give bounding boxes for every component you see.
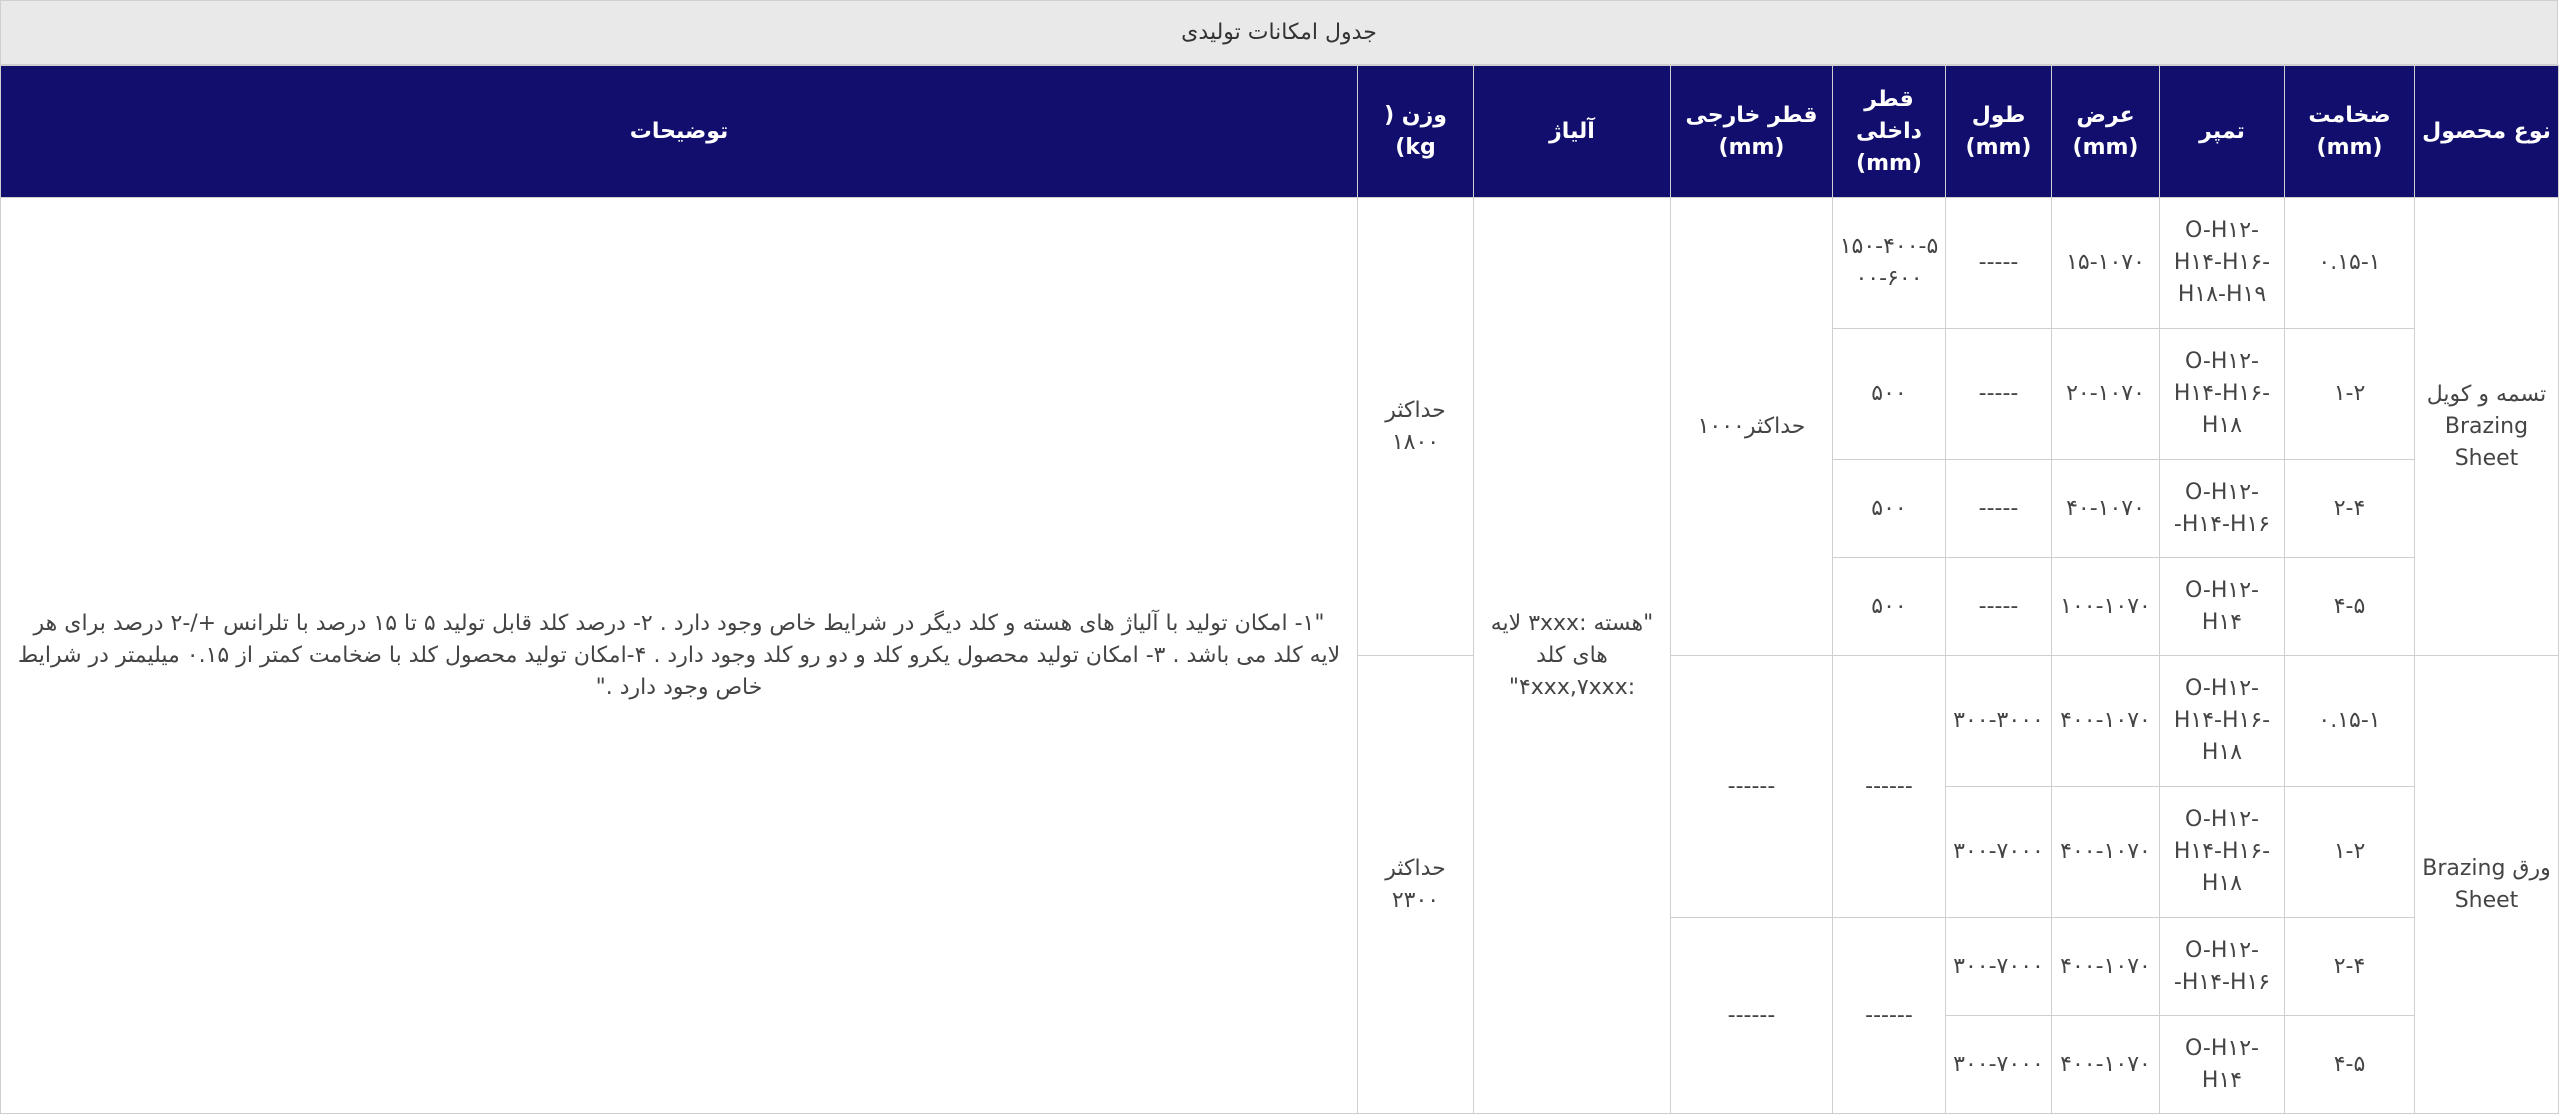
header-notes: توضیحات <box>1 66 1358 198</box>
header-product-type: نوع محصول <box>2415 66 2559 198</box>
width-cell: ۱۵-۱۰۷۰ <box>2052 198 2160 329</box>
sheet-product-type: ورق Brazing Sheet <box>2415 656 2559 1114</box>
sheet-weight: حداکثر ۲۳۰۰ <box>1358 656 1474 1114</box>
thickness-cell: ۲-۴ <box>2285 460 2415 558</box>
header-length: طول (mm) <box>1946 66 2052 198</box>
header-inner-diameter: قطر داخلی (mm) <box>1833 66 1946 198</box>
inner-diameter-cell: ۵۰۰ <box>1833 558 1946 656</box>
length-cell: ۳۰۰-۷۰۰۰ <box>1946 918 2052 1016</box>
thickness-cell: ۱-۲ <box>2285 787 2415 918</box>
temper-cell: O-H۱۲-H۱۴-H۱۶-H۱۸ <box>2160 329 2285 460</box>
sheet-outer-diameter-a: ------ <box>1671 656 1833 918</box>
width-cell: ۴۰-۱۰۷۰ <box>2052 460 2160 558</box>
width-cell: ۴۰۰-۱۰۷۰ <box>2052 787 2160 918</box>
width-cell: ۱۰۰-۱۰۷۰ <box>2052 558 2160 656</box>
production-capabilities-table <box>0 65 2559 1114</box>
inner-diameter-cell: ۵۰۰ <box>1833 329 1946 460</box>
temper-cell: O-H۱۲-H۱۴ <box>2160 558 2285 656</box>
temper-cell: O-H۱۲-H۱۴-H۱۶- <box>2160 918 2285 1016</box>
coil-weight: حداکثر ۱۸۰۰ <box>1358 198 1474 656</box>
temper-cell: O-H۱۲-H۱۴-H۱۶-H۱۸ <box>2160 787 2285 918</box>
length-cell: ۳۰۰-۳۰۰۰ <box>1946 656 2052 787</box>
length-cell: ۳۰۰-۷۰۰۰ <box>1946 787 2052 918</box>
header-thickness: ضخامت (mm) <box>2285 66 2415 198</box>
header-weight: وزن ( kg) <box>1358 66 1474 198</box>
sheet-inner-diameter-b: ------ <box>1833 918 1946 1114</box>
width-cell: ۴۰۰-۱۰۷۰ <box>2052 656 2160 787</box>
length-cell: ----- <box>1946 558 2052 656</box>
length-cell: ----- <box>1946 198 2052 329</box>
alloy-cell: "هسته :۳xxx لایه های کلد :۴xxx,۷xxx" <box>1474 198 1671 1114</box>
temper-cell: O-H۱۲-H۱۴-H۱۶-H۱۸-H۱۹ <box>2160 198 2285 329</box>
length-cell: ----- <box>1946 329 2052 460</box>
header-outer-diameter: قطر خارجی (mm) <box>1671 66 1833 198</box>
width-cell: ۴۰۰-۱۰۷۰ <box>2052 918 2160 1016</box>
thickness-cell: ۴-۵ <box>2285 1016 2415 1114</box>
inner-diameter-cell: ۵۰۰ <box>1833 460 1946 558</box>
coil-outer-diameter: حداکثر۱۰۰۰ <box>1671 198 1833 656</box>
table-caption: جدول امکانات تولیدی <box>0 0 2558 65</box>
temper-cell: O-H۱۲-H۱۴-H۱۶-H۱۸ <box>2160 656 2285 787</box>
inner-diameter-cell: ۱۵۰-۴۰۰-۵۰۰-۶۰۰ <box>1833 198 1946 329</box>
width-cell: ۴۰۰-۱۰۷۰ <box>2052 1016 2160 1114</box>
sheet-outer-diameter-b: ------ <box>1671 918 1833 1114</box>
header-alloy: آلیاژ <box>1474 66 1671 198</box>
thickness-cell: ۰.۱۵-۱ <box>2285 198 2415 329</box>
thickness-cell: ۲-۴ <box>2285 918 2415 1016</box>
length-cell: ----- <box>1946 460 2052 558</box>
temper-cell: O-H۱۲-H۱۴ <box>2160 1016 2285 1114</box>
thickness-cell: ۱-۲ <box>2285 329 2415 460</box>
length-cell: ۳۰۰-۷۰۰۰ <box>1946 1016 2052 1114</box>
table-row <box>1 198 2559 329</box>
temper-cell: O-H۱۲-H۱۴-H۱۶- <box>2160 460 2285 558</box>
sheet-inner-diameter-a: ------ <box>1833 656 1946 918</box>
thickness-cell: ۰.۱۵-۱ <box>2285 656 2415 787</box>
header-width: عرض (mm) <box>2052 66 2160 198</box>
thickness-cell: ۴-۵ <box>2285 558 2415 656</box>
header-row <box>1 66 2559 198</box>
coil-product-type: تسمه و کویل Brazing Sheet <box>2415 198 2559 656</box>
notes-cell: "۱- امکان تولید با آلیاژ های هسته و کلد دیگر در شرایط خاص وجود دارد . ۲- درصد کلد قابل تولید ۵ تا ۱۵ درصد با تلرانس +/-۲ درصد برای هر لایه کلد می باشد . ۳- امکان تولید محصول یکرو کلد و دو رو کلد وجود دارد . ۴-امکان تولید محصول کلد با ضخامت کمتر از ۰.۱۵ میلیمتر در شرایط خاص وجود دارد ." <box>1 198 1358 1114</box>
width-cell: ۲۰-۱۰۷۰ <box>2052 329 2160 460</box>
header-temper: تمپر <box>2160 66 2285 198</box>
